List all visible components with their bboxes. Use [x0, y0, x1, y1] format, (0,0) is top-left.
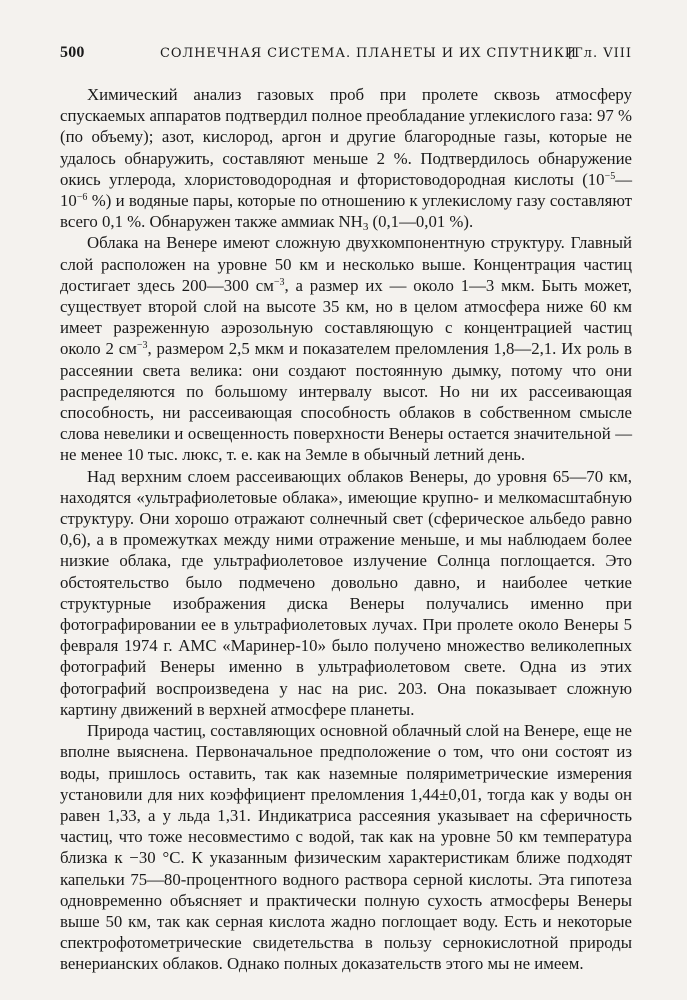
paragraph-text: %) и водяные пары, которые по отношению к углекислому газу составляют всего 0,1 %. Обнаружен также аммиак NH — [60, 191, 632, 232]
paragraph-text: Облака на Венере имеют сложную двухкомпонентную структуру. Главный слой расположен на уровне 50 км и несколько выше. Концентрация частиц достигает здесь 200—300 см — [60, 233, 632, 295]
paragraph-text: Химический анализ газовых проб при пролете сквозь атмосферу спускаемых аппаратов подтвердил полное преобладание углекислого газа: 97 % (по объему); азот, кислород, аргон и другие благородные газы, которые не удалось обнаружить, составляют меньше 2 %. Подтвердилось обнаружение окись углерода, хлористоводородная и фтористоводородная кислоты (10 — [60, 85, 632, 189]
paragraph-composition — [60, 84, 632, 232]
exponent: −5 — [604, 170, 616, 182]
paragraph-particle-nature: Природа частиц, составляющих основной облачный слой на Венере, еще не вполне выяснена. Первоначальное предположение о том, что они состоят из воды, пришлось оставить, так как наземные поляриметрические измерения установили для них коэффициент преломления 1,44±0,01, тогда как у воды он равен 1,33, а у льда 1,31. Индикатриса рассеяния указывает на сферичность частиц, что тоже несовместимо с водой, так как на уровне 50 км температура близка к −30 °C. К указанным физическим характеристикам ближе подходят капельки 75—80-процентного водного раствора серной кислоты. Эта гипотеза одновременно объясняет и практически полную сухость атмосферы Венеры выше 50 км, так как серная кислота жадно поглощает воду. Есть и некоторые спектрофотометрические свидетельства в пользу сернокислотной природы венерианских облаков. Однако полных доказательств этого мы не имеем. — [60, 721, 632, 974]
paragraph-text: —10 — [60, 169, 632, 211]
page-body — [60, 84, 632, 975]
running-title: СОЛНЕЧНАЯ СИСТЕМА. ПЛАНЕТЫ И ИХ СПУТНИКИ — [160, 46, 578, 61]
paragraph-text: , а размер их — около 1—3 мкм. Быть может, существует второй слой на высоте 35 км, но в целом атмосфера ниже 60 км имеет разреженную аэрозольную составляющую с концентрацией частиц около 2 см — [60, 275, 632, 359]
exponent: −3 — [136, 340, 148, 352]
subscript: 3 — [362, 221, 369, 234]
book-page — [60, 44, 632, 975]
page-number: 500 — [60, 44, 85, 61]
exponent: −3 — [273, 276, 285, 288]
paragraph-uv-clouds: Над верхним слоем рассеивающих облаков Венеры, до уровня 65—70 км, находятся «ультрафиолетовые облака», имеющие крупно- и мелкомасштабную структуру. Они хорошо отражают солнечный свет (сферическое альбедо равно 0,6), а в промежутках между ними отражение меньше, и мы наблюдаем более низкие облака, где ультрафиолетовое излучение Солнца поглощается. Это обстоятельство было подмечено довольно давно, и наиболее четкие структурные изображения диска Венеры получались именно при фотографировании ее в ультрафиолетовых лучах. При пролете около Венеры 5 февраля 1974 г. АМС «Маринер-10» было получено множество великолепных фотографий Венеры именно в ультрафиолетовом свете. Одна из этих фотографий воспроизведена у нас на рис. 203. Она показывает сложную картину движений в верхней атмосфере планеты. — [60, 466, 632, 719]
chapter-marker: [Гл. VIII — [568, 46, 632, 61]
paragraph-clouds — [60, 232, 632, 465]
exponent: −6 — [76, 192, 88, 204]
paragraph-text: , размером 2,5 мкм и показателем преломления 1,8—2,1. Их роль в рассеянии света велика: они создают постоянную дымку, потому что они распределяются по большому интервалу высот. Но ни их рассеивающая способность, ни рассеивающая способность облаков в собственном смысле слова невелики и освещенность поверхности Венеры остается значительной — не менее 10 тыс. люкс, т. е. как на Земле в обычный летний день. — [60, 339, 632, 465]
running-header — [60, 44, 632, 70]
paragraph-text: (0,1—0,01 %). — [368, 212, 474, 232]
